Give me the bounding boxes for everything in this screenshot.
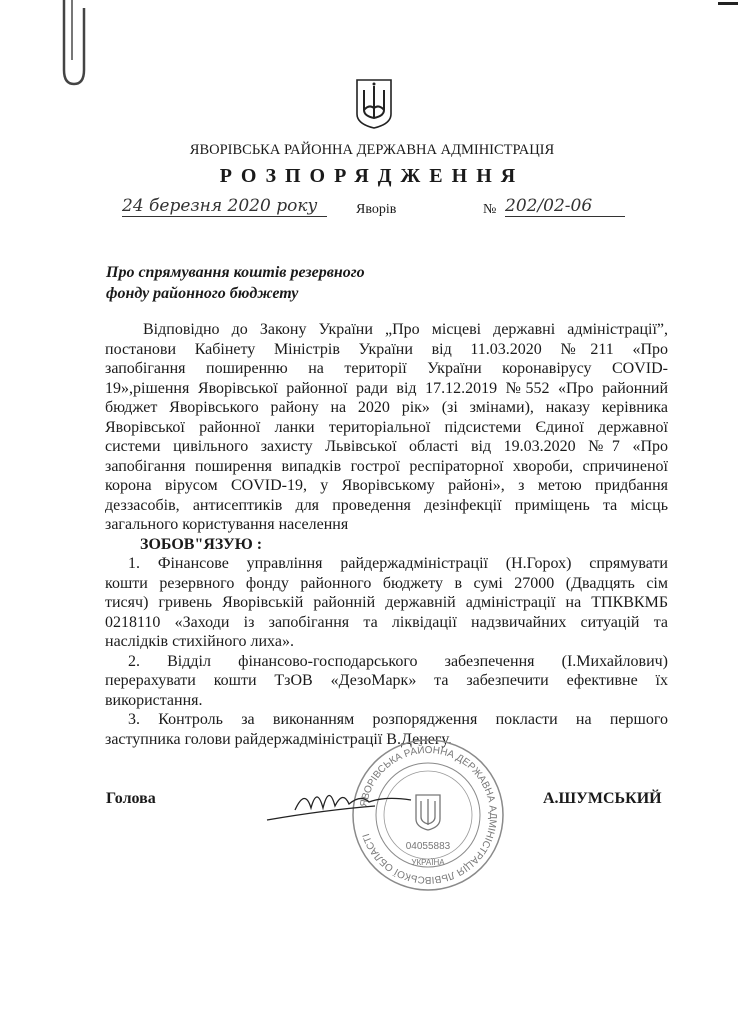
organization-name: ЯВОРІВСЬКА РАЙОННА ДЕРЖАВНА АДМІНІСТРАЦІЯ	[189, 142, 555, 158]
preamble-line: загального користування населення	[105, 516, 349, 533]
item-line: 1. Фінансове управління райдержадміністрації (Н.Горох) спрямувати	[128, 555, 668, 572]
item-line: наслідків стихійного лиха».	[105, 633, 294, 650]
signatory-name: А.ШУМСЬКИЙ	[543, 790, 662, 807]
preamble-line: постанови Кабінету Міністрів України від 11.03.2020 №211 «Про	[105, 340, 668, 358]
number-handwritten: 202/02-06	[505, 196, 625, 217]
document-body	[105, 320, 668, 749]
signatory-position: Голова	[106, 790, 156, 807]
item-line: заступника голови райдержадміністрації В.Денегу.	[105, 730, 452, 748]
item-line: використання.	[105, 691, 203, 709]
date-handwritten: 24 березня 2020 року	[122, 196, 327, 217]
preamble-line: запобігання поширенню на території України коронавірусу COVID-	[105, 360, 668, 377]
item-line: тисяч) гривень Яворівській районній державній адміністрації на ТПКВКМБ	[105, 594, 668, 611]
item-line: перерахувати кошти ТзОВ «ДезоМарк» та забезпечити ефективне їх	[105, 672, 668, 689]
handwritten-signature	[265, 780, 415, 825]
subject-line: Про спрямування коштів резервного	[106, 264, 365, 281]
preamble-line: корона вірусом COVID-19, у Яворівському районі», з метою придбання	[105, 477, 668, 494]
svg-text:ЯВОРІВСЬКА РАЙОННА ДЕРЖАВНА АД: ЯВОРІВСЬКА РАЙОННА ДЕРЖАВНА АДМІНІСТРАЦІЯ ЛЬВІВСЬКОЇ ОБЛАСТІ	[358, 744, 499, 886]
svg-text:04055883: 04055883	[405, 841, 451, 852]
number-label: №	[483, 202, 497, 217]
subject	[106, 262, 365, 304]
preamble-line: системи цивільного захисту Львівської області від 19.03.2020 №7 «Про	[105, 438, 668, 455]
place: Яворів	[356, 202, 397, 217]
order-word: ЗОБОВ"ЯЗУЮ :	[140, 535, 263, 553]
subject-line: фонду районного бюджету	[106, 285, 299, 302]
item-line: 0218110 «Заходи із запобігання та ліквідації надзвичайних ситуацій та	[105, 613, 668, 631]
preamble-line: запобігання поширення випадків гострої респіраторної хвороби, спричиненої	[105, 457, 668, 475]
item-line: 2. Відділ фінансово-господарського забезпечення (І.Михайлович)	[128, 652, 668, 670]
svg-text:УКРАЇНА: УКРАЇНА	[411, 858, 445, 867]
item-line: кошти резервного фонду районного бюджету в сумі 27000 (Двадцять сім	[105, 574, 668, 592]
item-line: 3. Контроль за виконанням розпорядження покласти на першого	[128, 711, 668, 728]
preamble-line: деззасобів, антисептиків для проведення дезінфекції приміщень та місць	[105, 496, 668, 514]
preamble-line: Відповідно до Закону України „Про місцеві державні адміністрації”,	[143, 321, 668, 338]
scan-mark	[718, 2, 738, 5]
preamble-line: Яворівської районної ланки територіальної підсистеми Єдиної державної	[105, 418, 668, 436]
preamble-line: 19»,рішення Яворівської районної ради від 17.12.2019 №552 «Про районний	[105, 379, 668, 397]
paperclip	[52, 0, 92, 90]
document-type: РОЗПОРЯДЖЕННЯ	[219, 165, 525, 187]
preamble-line: бюджет Яворівського району на 2020 рік» (зі змінами), наказу керівника	[105, 399, 668, 416]
trident-coat-of-arms-icon	[355, 78, 393, 130]
